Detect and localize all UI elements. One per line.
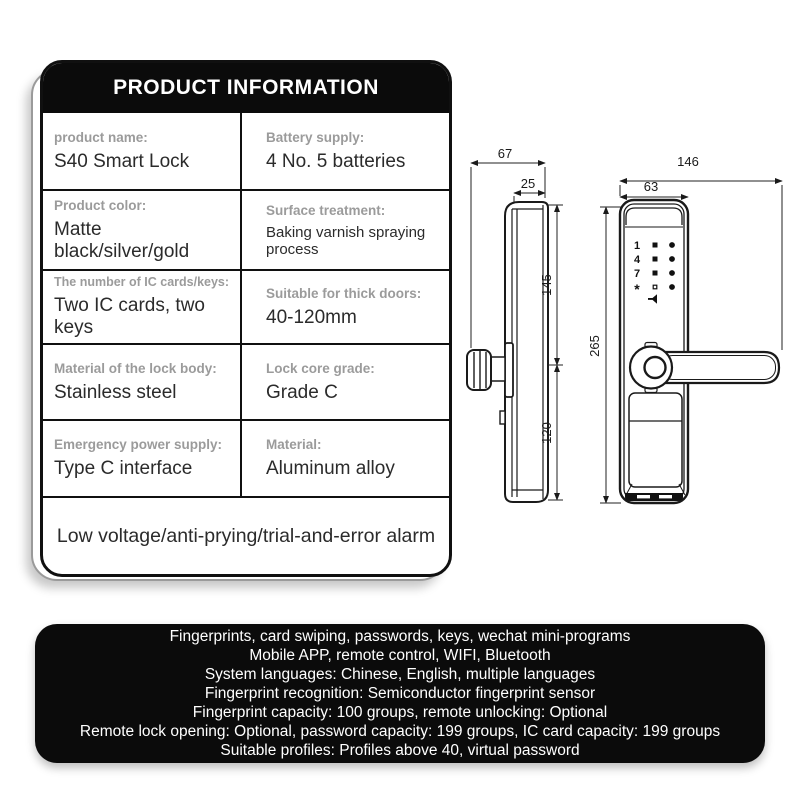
- cell-door-thickness: [240, 271, 449, 343]
- feature-line: Suitable profiles: Profiles above 40, virtual password: [220, 742, 580, 759]
- feature-line: Fingerprints, card swiping, passwords, keys, wechat mini-programs: [169, 628, 631, 645]
- field-value: 40-120mm: [266, 306, 357, 328]
- spec-table: [43, 113, 449, 574]
- dim-label-146: 146: [677, 154, 699, 169]
- cell-emergency-power: [43, 421, 240, 496]
- keypad-dot-icon: [669, 284, 675, 290]
- card-header: [43, 63, 449, 113]
- field-label: Lock core grade:: [266, 360, 375, 376]
- cell-material: [240, 421, 449, 496]
- keypad-digit: 7: [633, 268, 641, 280]
- front-view-drawing: [620, 200, 779, 503]
- bottom-slot: [637, 495, 650, 498]
- table-row: [43, 343, 449, 419]
- keypad-square-icon: [653, 257, 658, 262]
- field-value: Baking varnish spraying process: [266, 223, 426, 258]
- knob-side-profile: [467, 350, 491, 390]
- keypad-dot-icon: [669, 242, 675, 248]
- lock-dimension-diagram: [455, 130, 800, 550]
- cell-product-color: [43, 191, 240, 269]
- page-title: PRODUCT INFORMATION: [113, 76, 379, 99]
- table-row: [43, 419, 449, 496]
- feature-banner: [35, 624, 765, 763]
- field-label: Material:: [266, 437, 322, 452]
- fingerprint-reader: [645, 357, 666, 378]
- keypad-star-key: *: [634, 281, 640, 297]
- door-handle: [630, 343, 779, 393]
- field-value: Stainless steel: [54, 381, 177, 403]
- dim-label-265: 265: [587, 335, 602, 357]
- cell-surface-treatment: [240, 191, 449, 269]
- keypad-digit: 1: [633, 240, 641, 252]
- field-value: Grade C: [266, 381, 338, 403]
- field-label: The number of IC cards/keys:: [54, 275, 230, 289]
- alarm-feature-text: Low voltage/anti-prying/trial-and-error alarm: [56, 524, 436, 547]
- field-value: Aluminum alloy: [266, 458, 395, 479]
- alarm-feature-row: [43, 496, 449, 574]
- field-label: Suitable for thick doors:: [266, 285, 422, 301]
- keypad-square-icon: [653, 243, 658, 248]
- dim-label-67: 67: [497, 146, 513, 161]
- table-row: [43, 189, 449, 269]
- field-label: Product color:: [54, 197, 147, 213]
- field-value: S40 Smart Lock: [54, 150, 190, 172]
- feature-line: Mobile APP, remote control, WIFI, Bluetooth: [249, 647, 551, 664]
- field-label: product name:: [54, 129, 148, 145]
- dimension-total-height: [600, 207, 621, 503]
- field-value: Type C interface: [54, 458, 193, 479]
- cell-lock-body-material: [43, 345, 240, 419]
- dim-label-63: 63: [643, 179, 659, 194]
- field-label: Material of the lock body:: [54, 360, 217, 376]
- field-value: 4 No. 5 batteries: [266, 150, 406, 172]
- field-value: Matte black/silver/gold: [54, 218, 190, 262]
- feature-line: Fingerprint recognition: Semiconductor fingerprint sensor: [204, 685, 596, 702]
- cell-lock-core-grade: [240, 345, 449, 419]
- keypad-dot-icon: [669, 256, 675, 262]
- dim-label-25: 25: [520, 176, 536, 191]
- dim-label-145: 145: [539, 274, 554, 296]
- dimension-panel-thickness: [514, 193, 545, 202]
- dim-label-120: 120: [539, 422, 554, 444]
- field-value: Two IC cards, two keys: [54, 295, 205, 338]
- field-label: Surface treatment:: [266, 202, 386, 218]
- keypad-dot-icon: [669, 270, 675, 276]
- keypad-square-icon: [653, 271, 658, 276]
- feature-line: System languages: Chinese, English, multiple languages: [204, 666, 596, 683]
- table-row: [43, 269, 449, 343]
- bottom-slot: [659, 495, 672, 498]
- field-label: Battery supply:: [266, 129, 365, 145]
- cell-product-name: [43, 113, 240, 189]
- field-label: Emergency power supply:: [54, 437, 223, 452]
- cell-ic-cards-keys: [43, 271, 240, 343]
- keypad-digit: 4: [633, 254, 641, 266]
- product-info-card: [40, 60, 452, 577]
- feature-line: Remote lock opening: Optional, password capacity: 199 groups, IC card capacity: 199 groups: [79, 723, 721, 740]
- cell-battery-supply: [240, 113, 449, 189]
- side-view-drawing: [467, 202, 548, 502]
- feature-line: Fingerprint capacity: 100 groups, remote unlocking: Optional: [192, 704, 608, 721]
- table-row: [43, 113, 449, 189]
